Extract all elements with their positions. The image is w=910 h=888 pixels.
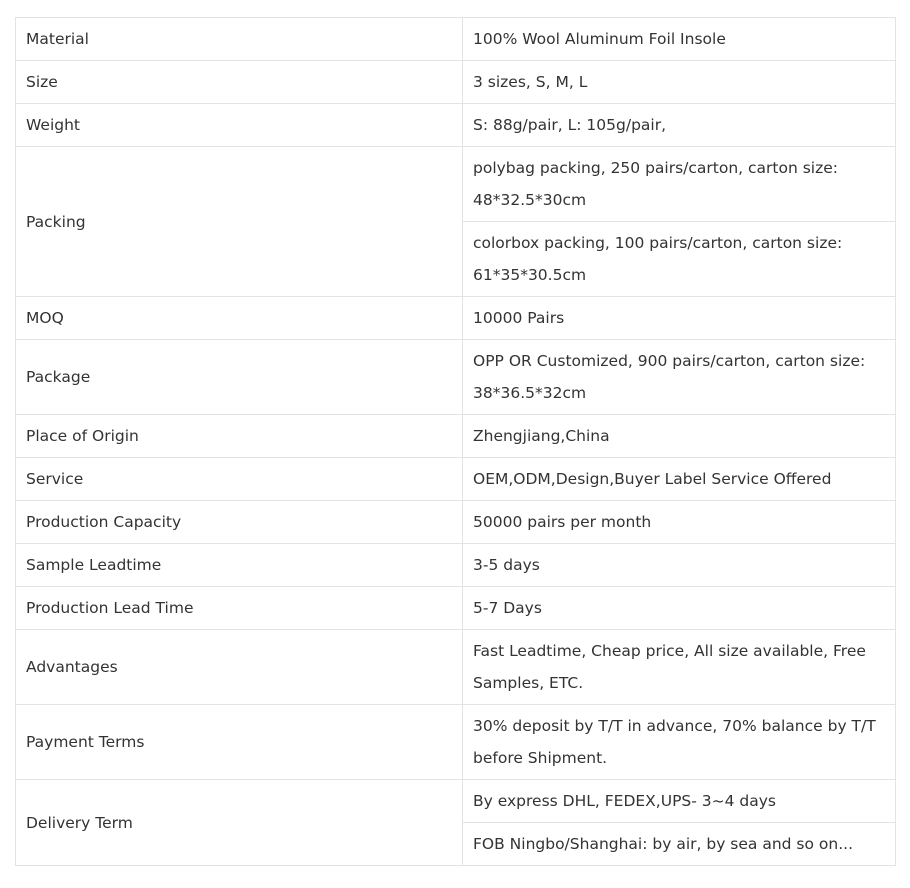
row-value: 100% Wool Aluminum Foil Insole [463,18,896,61]
row-value: 10000 Pairs [463,297,896,340]
row-value: OPP OR Customized, 900 pairs/carton, carton size: 38*36.5*32cm [463,340,896,415]
row-value: 50000 pairs per month [463,501,896,544]
table-row [16,147,896,222]
row-value: polybag packing, 250 pairs/carton, carton size: 48*32.5*30cm [463,147,896,222]
row-value: 5-7 Days [463,587,896,630]
row-value: By express DHL, FEDEX,UPS- 3~4 days [463,780,896,823]
table-row [16,501,896,544]
row-value: 3-5 days [463,544,896,587]
row-value: 3 sizes, S, M, L [463,61,896,104]
table-row [16,587,896,630]
row-label: Production Lead Time [16,587,463,630]
row-label: Size [16,61,463,104]
row-value: Zhengjiang,China [463,415,896,458]
table-row [16,780,896,823]
table-row [16,705,896,780]
row-label: Package [16,340,463,415]
table-row [16,415,896,458]
table-row [16,104,896,147]
row-label: MOQ [16,297,463,340]
row-label: Service [16,458,463,501]
row-value: OEM,ODM,Design,Buyer Label Service Offered [463,458,896,501]
row-label: Packing [16,147,463,297]
row-label: Delivery Term [16,780,463,866]
table-row [16,630,896,705]
row-value: 30% deposit by T/T in advance, 70% balance by T/T before Shipment. [463,705,896,780]
table-row [16,544,896,587]
table-row [16,458,896,501]
row-value: S: 88g/pair, L: 105g/pair, [463,104,896,147]
row-label: Production Capacity [16,501,463,544]
spec-table [15,17,896,866]
table-row [16,340,896,415]
row-label: Advantages [16,630,463,705]
row-value: FOB Ningbo/Shanghai: by air, by sea and so on... [463,823,896,866]
row-value: colorbox packing, 100 pairs/carton, carton size: 61*35*30.5cm [463,222,896,297]
table-row [16,18,896,61]
table-row [16,297,896,340]
row-label: Payment Terms [16,705,463,780]
table-row [16,61,896,104]
row-label: Weight [16,104,463,147]
row-value: Fast Leadtime, Cheap price, All size available, Free Samples, ETC. [463,630,896,705]
row-label: Place of Origin [16,415,463,458]
row-label: Material [16,18,463,61]
row-label: Sample Leadtime [16,544,463,587]
